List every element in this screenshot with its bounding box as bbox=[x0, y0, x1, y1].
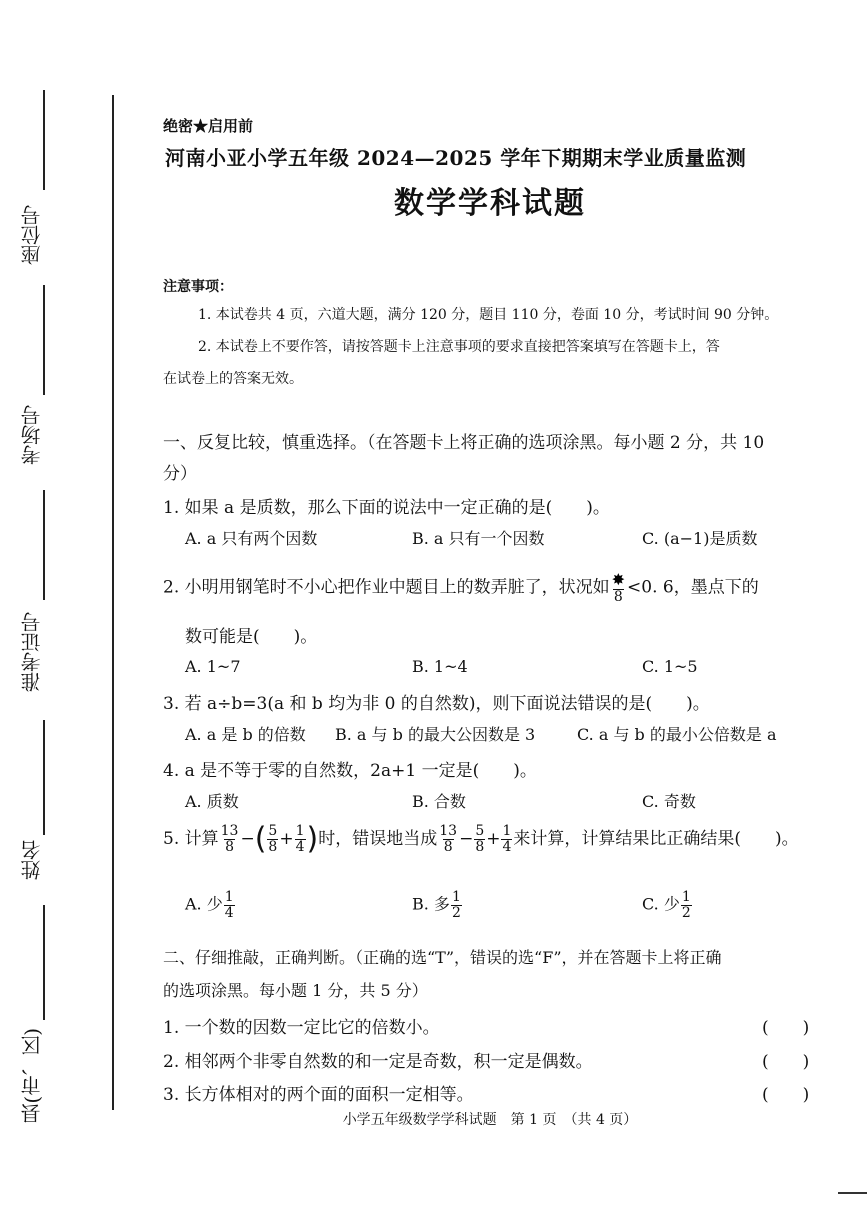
q1-option-b: B. a 只有一个因数 bbox=[412, 529, 545, 548]
note-2-cont: 在试卷上的答案无效。 bbox=[163, 371, 303, 387]
fraction-1-4: $\frac{1}{4}$ bbox=[295, 823, 305, 855]
ticket-blank-line bbox=[43, 490, 45, 600]
q2-option-c: C. 1~5 bbox=[642, 657, 698, 676]
county-label: 县(市、区) bbox=[20, 1028, 44, 1124]
q5-option-c: C. 少 $\frac{1}{2}$ bbox=[642, 889, 691, 921]
q5-mid: 时，错误地当成 bbox=[318, 829, 438, 849]
ink-blot-icon: ✸ bbox=[611, 570, 626, 589]
q3-stem: 3. 若 a÷b=3(a 和 b 均为非 0 的自然数)，则下面说法错误的是( )。 bbox=[163, 694, 710, 714]
ticket-label: 准考证号 bbox=[20, 612, 44, 692]
judge-item-3: 3. 长方体相对的两个面的面积一定相等。 bbox=[163, 1085, 474, 1105]
fraction-13-8-b: $\frac{13}{8}$ bbox=[439, 823, 458, 855]
q5-stem: 5. 计算 $\frac{13}{8}$ −( $\frac{5}{8}$ + $\frac{1}{4}$ )时，错误地当成 $\frac{13}{8}$ − $\frac{5}{8}$ + $\frac{1}{4}$ 来计算，计算结果比正确结果( )。 bbox=[163, 821, 799, 857]
judge-paren-1: ( ) bbox=[762, 1018, 810, 1038]
q2-option-a: A. 1~7 bbox=[185, 657, 241, 676]
section2-title: 二、仔细推敲，正确判断。（正确的选“T”，错误的选“F”，并在答题卡上将正确 bbox=[163, 948, 722, 967]
q2-stem-pre: 2. 小明用钢笔时不小心把作业中题目上的数弄脏了，状况如 bbox=[163, 577, 610, 598]
fraction-1-4-b: $\frac{1}{4}$ bbox=[502, 823, 512, 855]
section1-title-cont: 分） bbox=[163, 464, 197, 484]
fraction-5-8: $\frac{5}{8}$ bbox=[268, 823, 278, 855]
q1-option-a: A. a 只有两个因数 bbox=[185, 529, 318, 548]
judge-item-2: 2. 相邻两个非零自然数的和一定是奇数，积一定是偶数。 bbox=[163, 1052, 593, 1072]
fraction-13-8: $\frac{13}{8}$ bbox=[220, 823, 239, 855]
note-2: 2. 本试卷上不要作答，请按答题卡上注意事项的要求直接把答案填写在答题卡上，答 bbox=[198, 339, 720, 355]
judge-paren-3: ( ) bbox=[762, 1085, 810, 1105]
q2-stem-post: <0. 6，墨点下的 bbox=[627, 577, 759, 598]
q2-denominator: 8 bbox=[613, 588, 623, 605]
exam-title: 河南小亚小学五年级 2024—2025 学年下期期末学业质量监测 bbox=[165, 146, 747, 170]
judge-item-1: 1. 一个数的因数一定比它的倍数小。 bbox=[163, 1018, 440, 1038]
q3-option-c: C. a 与 b 的最小公倍数是 a bbox=[577, 725, 777, 744]
seat-blank-line bbox=[43, 90, 45, 190]
page-footer: 小学五年级数学学科试题 第 1 页 （共 4 页） bbox=[342, 1112, 638, 1128]
name-blank-line bbox=[43, 720, 45, 835]
q1-stem: 1. 如果 a 是质数，那么下面的说法中一定正确的是( )。 bbox=[163, 498, 610, 518]
judge-paren-2: ( ) bbox=[762, 1052, 810, 1072]
notes-heading: 注意事项： bbox=[163, 279, 233, 295]
q5-pre: 5. 计算 bbox=[163, 829, 219, 849]
binding-line bbox=[112, 95, 114, 1110]
q3-option-a: A. a 是 b 的倍数 bbox=[185, 725, 306, 744]
q5-option-b: B. 多 $\frac{1}{2}$ bbox=[412, 889, 461, 921]
q4-option-b: B. 合数 bbox=[412, 792, 466, 811]
q2-stem-cont: 数可能是( )。 bbox=[185, 627, 318, 647]
q4-option-a: A. 质数 bbox=[185, 792, 239, 811]
room-label: 考场号 bbox=[20, 405, 44, 465]
q5-post: 来计算，计算结果比正确结果( )。 bbox=[513, 829, 799, 849]
q1-option-c: C. (a−1)是质数 bbox=[642, 529, 758, 548]
confidential-mark: 绝密★启用前 bbox=[163, 117, 254, 135]
q4-stem: 4. a 是不等于零的自然数，2a+1 一定是( )。 bbox=[163, 761, 537, 781]
q2-option-b: B. 1~4 bbox=[412, 657, 468, 676]
q4-option-c: C. 奇数 bbox=[642, 792, 696, 811]
scan-corner-mark bbox=[838, 1192, 867, 1194]
q2-stem bbox=[163, 572, 759, 604]
room-blank-line bbox=[43, 285, 45, 395]
county-blank-line bbox=[43, 905, 45, 1020]
section2-title-cont: 的选项涂黑。每小题 1 分，共 5 分） bbox=[163, 981, 428, 1000]
note-1: 1. 本试卷共 4 页，六道大题，满分 120 分，题目 110 分，卷面 10 分，考试时间 90 分钟。 bbox=[198, 307, 779, 323]
q3-option-b: B. a 与 b 的最大公因数是 3 bbox=[335, 725, 536, 744]
section1-title: 一、反复比较，慎重选择。（在答题卡上将正确的选项涂黑。每小题 2 分，共 10 bbox=[163, 433, 765, 453]
q5-option-a: A. 少 $\frac{1}{4}$ bbox=[185, 889, 234, 921]
q2-fraction bbox=[611, 572, 626, 604]
seat-label: 座位号 bbox=[20, 205, 44, 265]
name-label: 姓名 bbox=[20, 840, 44, 880]
fraction-5-8-b: $\frac{5}{8}$ bbox=[475, 823, 485, 855]
subject-title: 数学学科试题 bbox=[394, 186, 586, 221]
